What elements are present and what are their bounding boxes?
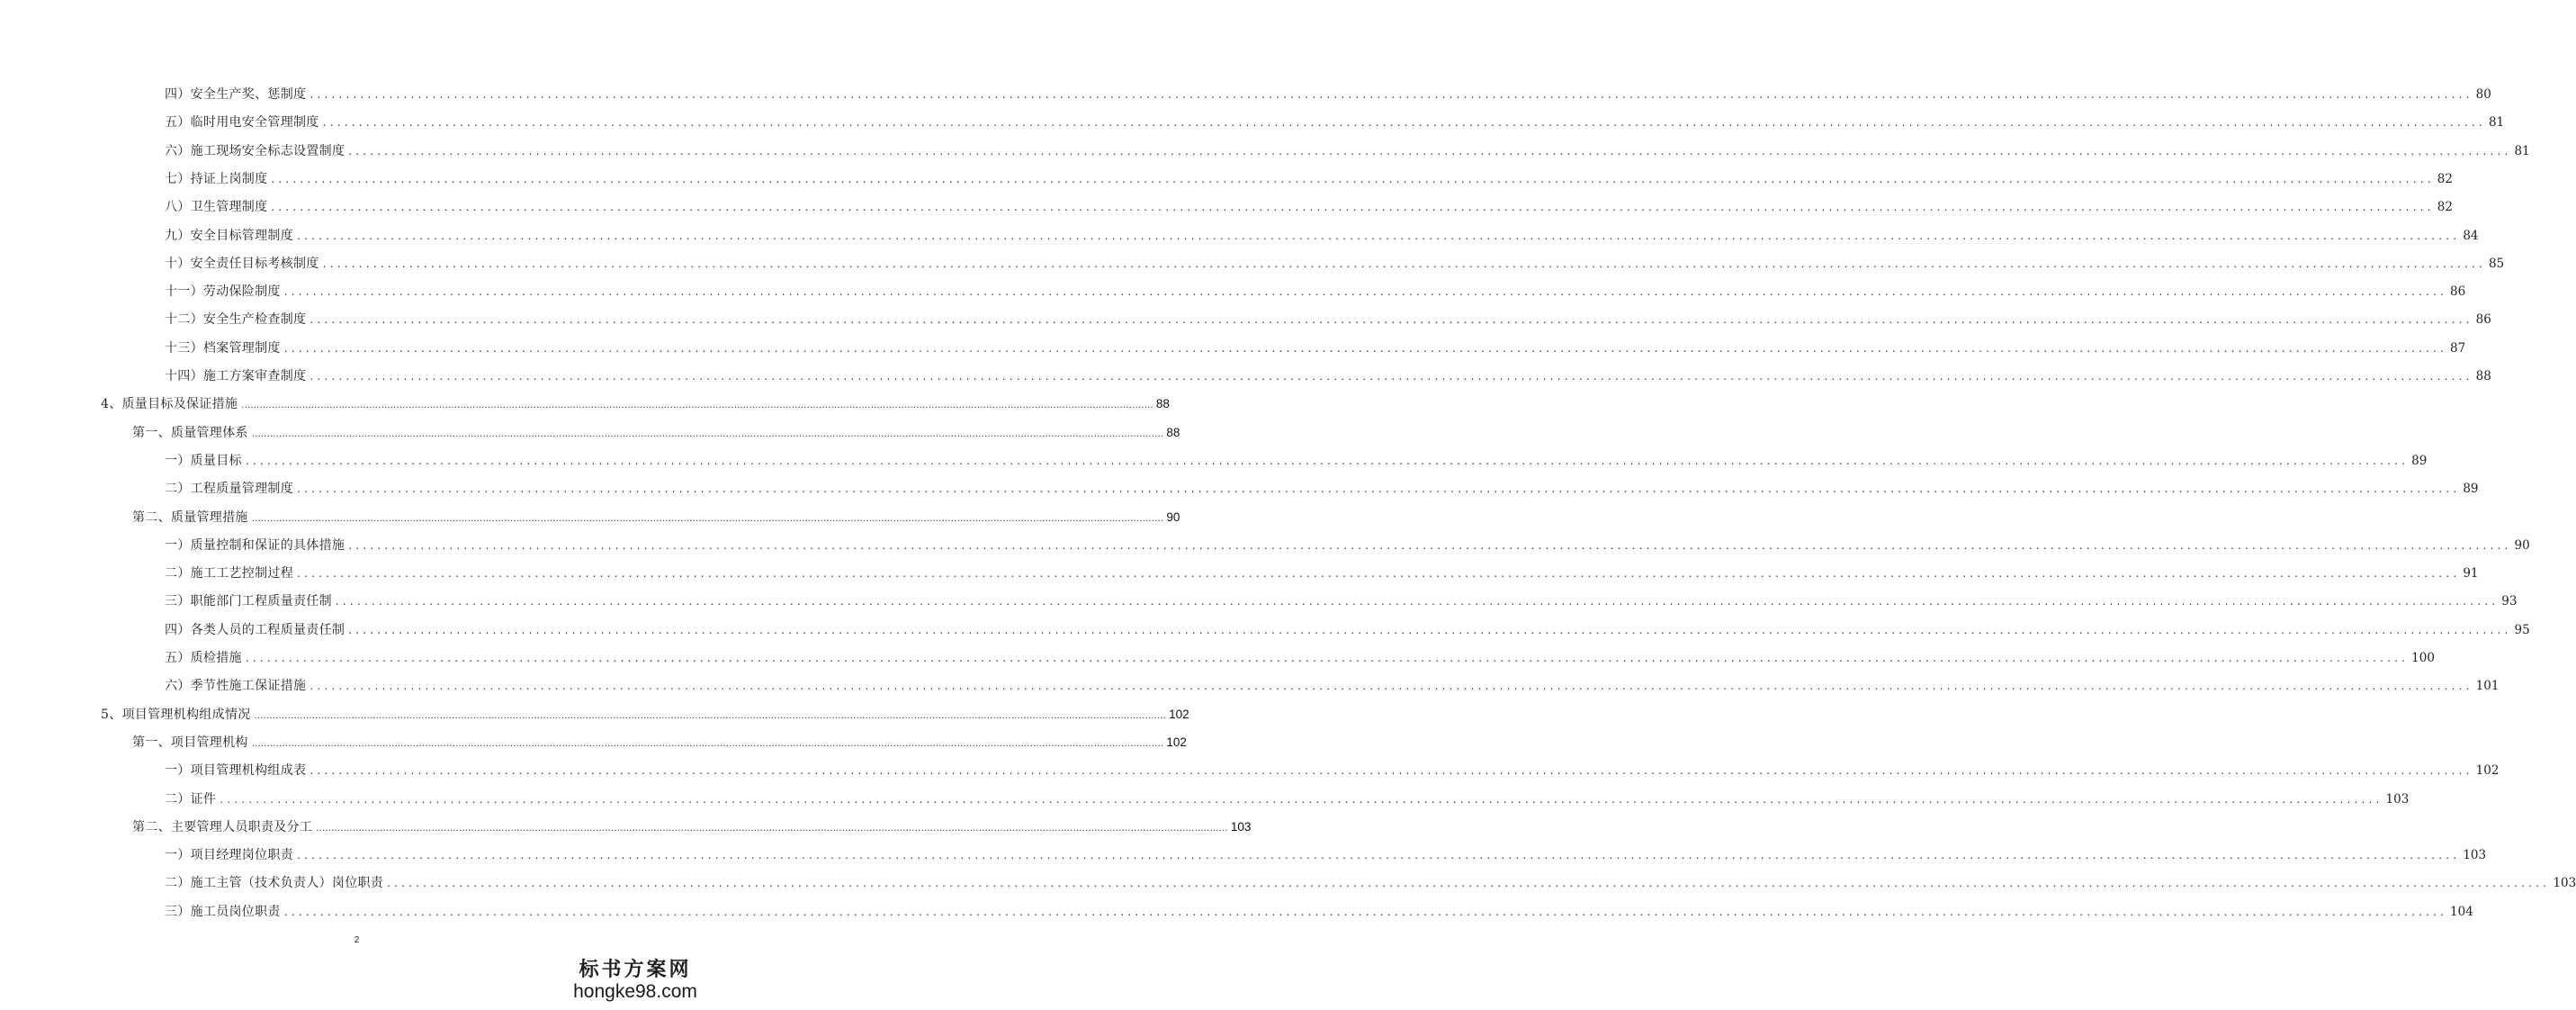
- toc-entry-page: 95: [2514, 623, 2530, 637]
- toc-entry-page: 81: [2514, 144, 2530, 158]
- dot-leader: ............................................................................................................................................................................................................................................................................................................: [245, 652, 2410, 664]
- toc-entry[interactable]: [165, 621, 2530, 639]
- toc-entry-title: 六）季节性施工保证措施: [165, 679, 307, 693]
- toc-entry-page: 86: [2450, 284, 2466, 299]
- toc-entry[interactable]: [165, 452, 2428, 470]
- dot-leader: ............................................................................................................................................................................................................................................................................................................: [335, 595, 2500, 608]
- dot-leader: ............................................................................................................................................................................................................................................................................................................: [348, 539, 2512, 552]
- dot-leader: ............................................................................................................................................................................................................................................................................................................: [310, 88, 2473, 101]
- toc-entry[interactable]: [132, 424, 1180, 442]
- toc-entry-title: 二）施工主管（技术负责人）岗位职责: [165, 876, 384, 890]
- dot-leader: ............................................................................................................................................................................................................................................................................................................: [310, 313, 2473, 326]
- toc-entry[interactable]: [101, 706, 1189, 724]
- dot-leader: ............................................................................................................................................................................................................................................................................................................: [251, 514, 1164, 524]
- dot-leader: ............................................................................................................................................................................................................................................................................................................: [283, 342, 2448, 355]
- toc-entry[interactable]: [165, 762, 2500, 780]
- dot-leader: ............................................................................................................................................................................................................................................................................................................: [297, 482, 2461, 495]
- toc-entry[interactable]: [165, 283, 2466, 301]
- toc-entry-page: 84: [2463, 229, 2479, 243]
- dot-leader: ............................................................................................................................................................................................................................................................................................................: [348, 145, 2512, 158]
- toc-entry-page: 100: [2411, 651, 2435, 665]
- toc-entry-title: 一）项目管理机构组成表: [165, 763, 307, 778]
- toc-entry-title: 第二、质量管理措施: [132, 510, 248, 525]
- toc-entry[interactable]: [165, 255, 2505, 273]
- toc-entry-page: 103: [2553, 876, 2576, 890]
- toc-entry-page: 101: [2475, 679, 2500, 693]
- toc-entry-title: 十一）劳动保险制度: [165, 284, 281, 299]
- toc-entry-title: 一）项目经理岗位职责: [165, 848, 293, 862]
- dot-leader: ............................................................................................................................................................................................................................................................................................................: [241, 401, 1153, 410]
- toc-entry-page: 89: [2411, 454, 2428, 468]
- dot-leader: ............................................................................................................................................................................................................................................................................................................: [283, 285, 2448, 298]
- toc-entry-page: 82: [2437, 172, 2453, 186]
- toc-entry[interactable]: [165, 339, 2466, 357]
- toc-entry-title: 一）质量控制和保证的具体措施: [165, 538, 346, 553]
- dot-leader: ............................................................................................................................................................................................................................................................................................................: [310, 370, 2473, 383]
- toc-entry-title: 第二、主要管理人员职责及分工: [132, 820, 313, 834]
- toc-entry-page: 102: [2475, 763, 2500, 778]
- toc-entry[interactable]: [165, 142, 2530, 160]
- toc-entry-page: 81: [2488, 115, 2505, 130]
- toc-entry-page: 85: [2488, 257, 2505, 271]
- toc-entry[interactable]: [165, 592, 2518, 610]
- toc-entry-page: 80: [2475, 87, 2491, 102]
- toc-entry-page: 103: [2385, 792, 2410, 807]
- dot-leader: ............................................................................................................................................................................................................................................................................................................: [322, 116, 2486, 129]
- toc-entry-page: 82: [2437, 200, 2453, 214]
- toc-entry[interactable]: [165, 170, 2453, 188]
- toc-entry-title: 四）安全生产奖、惩制度: [165, 87, 307, 102]
- toc-entry[interactable]: [165, 227, 2479, 245]
- toc-entry-page: 88: [1155, 397, 1170, 410]
- toc-entry-page: 90: [2514, 538, 2530, 553]
- page-number: 2: [354, 935, 360, 945]
- toc-entry[interactable]: [165, 564, 2479, 582]
- dot-leader: ............................................................................................................................................................................................................................................................................................................: [220, 793, 2383, 806]
- dot-leader: ............................................................................................................................................................................................................................................................................................................: [387, 877, 2551, 889]
- toc-entry-title: 九）安全目标管理制度: [165, 229, 293, 243]
- toc-entry[interactable]: [165, 903, 2473, 921]
- toc-entry-page: 102: [1169, 708, 1189, 721]
- dot-leader: ............................................................................................................................................................................................................................................................................................................: [348, 624, 2512, 636]
- toc-entry-title: 五）临时用电安全管理制度: [165, 115, 319, 130]
- toc-entry-title: 第一、质量管理体系: [132, 426, 248, 440]
- dot-leader: ............................................................................................................................................................................................................................................................................................................: [297, 230, 2461, 242]
- toc-entry[interactable]: [165, 790, 2410, 808]
- dot-leader: ............................................................................................................................................................................................................................................................................................................: [316, 824, 1228, 834]
- toc-entry-page: 87: [2450, 341, 2466, 356]
- toc-entry-title: 八）卫生管理制度: [165, 200, 268, 214]
- toc-entry[interactable]: [165, 846, 2487, 864]
- toc-entry-page: 103: [2463, 848, 2487, 862]
- dot-leader: ............................................................................................................................................................................................................................................................................................................: [245, 455, 2410, 467]
- toc-entry-page: 88: [1166, 426, 1180, 439]
- dot-leader: ............................................................................................................................................................................................................................................................................................................: [271, 201, 2435, 213]
- dot-leader: ............................................................................................................................................................................................................................................................................................................: [310, 680, 2473, 692]
- toc-entry-title: 十三）档案管理制度: [165, 341, 281, 356]
- toc-entry[interactable]: [132, 734, 1187, 752]
- watermark-url: hongke98.com: [573, 981, 697, 1002]
- dot-leader: ............................................................................................................................................................................................................................................................................................................: [297, 849, 2461, 861]
- toc-entry-page: 102: [1166, 735, 1187, 749]
- toc-entry[interactable]: [165, 874, 2576, 892]
- toc-entry[interactable]: [165, 311, 2491, 329]
- toc-entry[interactable]: [165, 537, 2530, 555]
- toc-entry-title: 六）施工现场安全标志设置制度: [165, 144, 346, 158]
- toc-entry-page: 103: [1230, 820, 1252, 834]
- toc-entry[interactable]: [165, 367, 2491, 385]
- dot-leader: ............................................................................................................................................................................................................................................................................................................: [271, 173, 2435, 185]
- toc-entry-title: 十二）安全生产检查制度: [165, 312, 307, 327]
- toc-entry-title: 三）职能部门工程质量责任制: [165, 594, 332, 609]
- toc-entry-title: 一）质量目标: [165, 454, 242, 468]
- toc-entry-title: 十四）施工方案审查制度: [165, 369, 307, 383]
- toc-entry-page: 89: [2463, 482, 2479, 496]
- watermark-logo: [568, 958, 703, 1003]
- toc-entry-title: 二）工程质量管理制度: [165, 482, 293, 496]
- toc-entry[interactable]: [132, 818, 1252, 836]
- toc-entry-page: 91: [2463, 566, 2479, 581]
- toc-entry-page: 86: [2475, 312, 2491, 327]
- dot-leader: ............................................................................................................................................................................................................................................................................................................: [251, 739, 1164, 749]
- toc-entry-title: 十）安全责任目标考核制度: [165, 257, 319, 271]
- toc-entry-title: 二）证件: [165, 792, 217, 807]
- toc-entry[interactable]: [165, 86, 2491, 104]
- toc-entry[interactable]: [165, 649, 2435, 667]
- toc-entry-title: 三）施工员岗位职责: [165, 905, 281, 919]
- toc-entry-title: 五）质检措施: [165, 651, 242, 665]
- toc-entry[interactable]: [101, 395, 1170, 413]
- toc-entry[interactable]: [165, 198, 2453, 216]
- toc-entry-title: 四）各类人员的工程质量责任制: [165, 623, 346, 637]
- toc-entry[interactable]: [165, 480, 2479, 498]
- toc-entry-title: 二）施工工艺控制过程: [165, 566, 293, 581]
- toc-entry[interactable]: [165, 113, 2505, 131]
- dot-leader: ............................................................................................................................................................................................................................................................................................................: [322, 257, 2486, 270]
- dot-leader: ............................................................................................................................................................................................................................................................................................................: [310, 764, 2473, 777]
- toc-entry-title: 4、质量目标及保证措施: [101, 397, 238, 411]
- toc-entry-title: 5、项目管理机构组成情况: [101, 708, 251, 722]
- watermark-name: 标书方案网: [579, 958, 692, 981]
- toc-entry-title: 第一、项目管理机构: [132, 735, 248, 750]
- dot-leader: ............................................................................................................................................................................................................................................................................................................: [283, 906, 2448, 918]
- toc-entry[interactable]: [165, 677, 2500, 695]
- toc-entry-page: 104: [2450, 905, 2473, 919]
- dot-leader: ............................................................................................................................................................................................................................................................................................................: [251, 429, 1164, 439]
- toc-entry-page: 88: [2475, 369, 2491, 383]
- toc-entry[interactable]: [132, 509, 1180, 527]
- toc-entry-title: 七）持证上岗制度: [165, 172, 268, 186]
- dot-leader: ............................................................................................................................................................................................................................................................................................................: [254, 711, 1167, 721]
- toc-entry-page: 93: [2501, 594, 2518, 609]
- dot-leader: ............................................................................................................................................................................................................................................................................................................: [297, 567, 2461, 580]
- toc-entry-page: 90: [1166, 510, 1180, 524]
